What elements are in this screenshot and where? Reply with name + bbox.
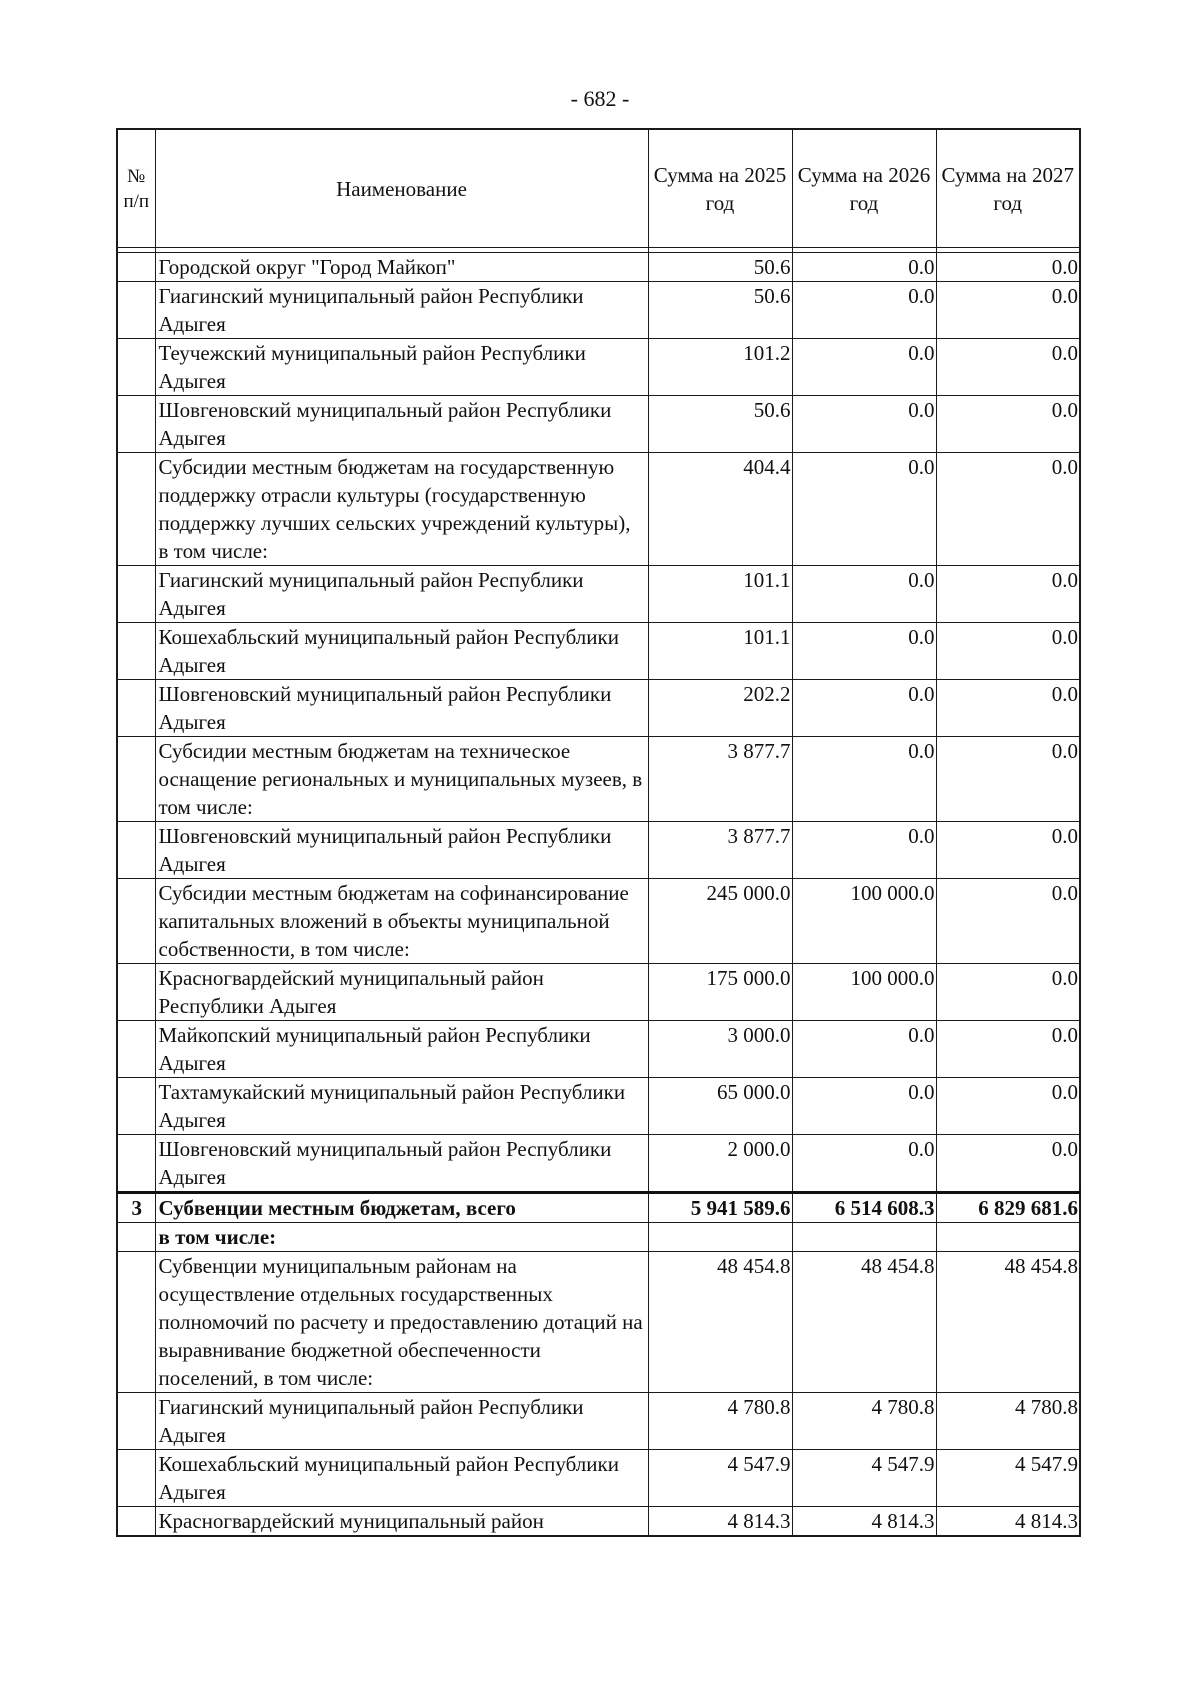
row-name: Кошехабльский муниципальный район Республики Адыгея [155, 623, 648, 680]
row-number [117, 1021, 155, 1078]
row-value-2026: 100 000.0 [792, 879, 936, 964]
row-value-2025: 202.2 [648, 680, 792, 737]
row-value-2025: 4 814.3 [648, 1507, 792, 1537]
row-value-2026: 4 814.3 [792, 1507, 936, 1537]
row-name: Красногвардейский муниципальный район [155, 1507, 648, 1537]
row-name: Красногвардейский муниципальный район Республики Адыгея [155, 964, 648, 1021]
row-value-2027: 4 780.8 [936, 1393, 1080, 1450]
row-value-2026: 0.0 [792, 1021, 936, 1078]
row-number [117, 623, 155, 680]
row-name: Теучежский муниципальный район Республики Адыгея [155, 339, 648, 396]
row-value-2025: 5 941 589.6 [648, 1193, 792, 1223]
table-row [117, 680, 1080, 737]
row-value-2027: 0.0 [936, 822, 1080, 879]
table-row [117, 1450, 1080, 1507]
row-value-2025: 404.4 [648, 453, 792, 566]
row-value-2025: 175 000.0 [648, 964, 792, 1021]
row-number [117, 737, 155, 822]
row-name: Кошехабльский муниципальный район Республики Адыгея [155, 1450, 648, 1507]
row-value-2025: 65 000.0 [648, 1078, 792, 1135]
row-name: Тахтамукайский муниципальный район Республики Адыгея [155, 1078, 648, 1135]
table-row [117, 1507, 1080, 1537]
row-number [117, 1252, 155, 1393]
row-value-2027: 48 454.8 [936, 1252, 1080, 1393]
table-row [117, 1193, 1080, 1223]
table-row [117, 879, 1080, 964]
row-value-2025: 3 000.0 [648, 1021, 792, 1078]
row-value-2025 [648, 1223, 792, 1252]
row-name: Гиагинский муниципальный район Республики Адыгея [155, 282, 648, 339]
row-value-2027: 6 829 681.6 [936, 1193, 1080, 1223]
row-value-2027 [936, 1223, 1080, 1252]
row-name: Шовгеновский муниципальный район Республики Адыгея [155, 1135, 648, 1193]
row-value-2027: 0.0 [936, 964, 1080, 1021]
row-value-2027: 4 814.3 [936, 1507, 1080, 1537]
row-value-2027: 0.0 [936, 1078, 1080, 1135]
table-row [117, 1393, 1080, 1450]
page-number: - 682 - [570, 86, 630, 111]
row-number [117, 282, 155, 339]
row-value-2026: 0.0 [792, 1135, 936, 1193]
table-row [117, 1078, 1080, 1135]
row-value-2026: 0.0 [792, 822, 936, 879]
row-value-2027: 0.0 [936, 680, 1080, 737]
row-number [117, 1135, 155, 1193]
row-name: Майкопский муниципальный район Республики Адыгея [155, 1021, 648, 1078]
row-name: Гиагинский муниципальный район Республики Адыгея [155, 566, 648, 623]
table-header-row [117, 129, 1080, 248]
header-2027: Сумма на 2027 год [936, 129, 1080, 248]
table-row [117, 282, 1080, 339]
row-value-2025: 48 454.8 [648, 1252, 792, 1393]
row-name: Гиагинский муниципальный район Республики Адыгея [155, 1393, 648, 1450]
row-value-2027: 0.0 [936, 453, 1080, 566]
table-row [117, 1252, 1080, 1393]
header-2026: Сумма на 2026 год [792, 129, 936, 248]
row-value-2025: 4 547.9 [648, 1450, 792, 1507]
row-value-2026: 48 454.8 [792, 1252, 936, 1393]
table-row [117, 737, 1080, 822]
row-value-2027: 0.0 [936, 396, 1080, 453]
header-2025: Сумма на 2025 год [648, 129, 792, 248]
row-value-2026: 0.0 [792, 453, 936, 566]
row-number [117, 1450, 155, 1507]
row-number [117, 453, 155, 566]
row-value-2025: 101.1 [648, 623, 792, 680]
row-number [117, 396, 155, 453]
row-number [117, 879, 155, 964]
row-value-2027: 0.0 [936, 623, 1080, 680]
row-value-2026: 0.0 [792, 1078, 936, 1135]
header-num: № п/п [117, 129, 155, 248]
row-number [117, 1078, 155, 1135]
table-row [117, 623, 1080, 680]
row-number [117, 1393, 155, 1450]
row-value-2027: 0.0 [936, 1135, 1080, 1193]
row-name: Городской округ "Город Майкоп" [155, 253, 648, 282]
row-value-2026: 0.0 [792, 339, 936, 396]
row-number [117, 253, 155, 282]
row-value-2027: 0.0 [936, 282, 1080, 339]
row-value-2026: 0.0 [792, 623, 936, 680]
row-value-2025: 101.1 [648, 566, 792, 623]
row-value-2027: 0.0 [936, 253, 1080, 282]
row-number [117, 1507, 155, 1537]
row-name: Шовгеновский муниципальный район Республики Адыгея [155, 680, 648, 737]
table-row [117, 822, 1080, 879]
row-number: 3 [117, 1193, 155, 1223]
row-number [117, 680, 155, 737]
row-number [117, 339, 155, 396]
table-row [117, 1021, 1080, 1078]
table-row [117, 1135, 1080, 1193]
row-value-2026: 0.0 [792, 282, 936, 339]
row-value-2027: 0.0 [936, 1021, 1080, 1078]
table-body [117, 248, 1080, 1537]
table-row [117, 964, 1080, 1021]
row-value-2025: 50.6 [648, 282, 792, 339]
row-name: Субсидии местным бюджетам на софинансирование капитальных вложений в объекты муниципальной собственности, в том числе: [155, 879, 648, 964]
row-value-2027: 0.0 [936, 566, 1080, 623]
table-row [117, 339, 1080, 396]
row-name: Субсидии местным бюджетам на государственную поддержку отрасли культуры (государственную поддержку лучших сельских учреждений культуры), в том числе: [155, 453, 648, 566]
row-name: Шовгеновский муниципальный район Республики Адыгея [155, 396, 648, 453]
row-value-2025: 50.6 [648, 396, 792, 453]
row-number [117, 1223, 155, 1252]
row-value-2025: 50.6 [648, 253, 792, 282]
table-row [117, 253, 1080, 282]
table-row [117, 566, 1080, 623]
row-value-2025: 245 000.0 [648, 879, 792, 964]
row-name: Субвенции муниципальным районам на осуществление отдельных государственных полномочий по расчету и предоставлению дотаций на выравнивание бюджетной обеспеченности поселений, в том числе: [155, 1252, 648, 1393]
table-row [117, 453, 1080, 566]
row-value-2026: 0.0 [792, 566, 936, 623]
row-number [117, 822, 155, 879]
row-value-2025: 4 780.8 [648, 1393, 792, 1450]
row-name: в том числе: [155, 1223, 648, 1252]
row-value-2026: 0.0 [792, 680, 936, 737]
table-row [117, 1223, 1080, 1252]
row-number [117, 566, 155, 623]
row-value-2026: 4 780.8 [792, 1393, 936, 1450]
row-value-2026: 0.0 [792, 396, 936, 453]
row-value-2026: 100 000.0 [792, 964, 936, 1021]
row-value-2025: 3 877.7 [648, 737, 792, 822]
header-name: Наименование [155, 129, 648, 248]
row-value-2025: 101.2 [648, 339, 792, 396]
row-value-2026 [792, 1223, 936, 1252]
row-value-2026: 4 547.9 [792, 1450, 936, 1507]
row-name: Субсидии местным бюджетам на техническое оснащение региональных и муниципальных музеев, в том числе: [155, 737, 648, 822]
row-value-2027: 0.0 [936, 339, 1080, 396]
row-value-2025: 3 877.7 [648, 822, 792, 879]
row-value-2025: 2 000.0 [648, 1135, 792, 1193]
row-name: Субвенции местным бюджетам, всего [155, 1193, 648, 1223]
row-number [117, 964, 155, 1021]
table-row [117, 396, 1080, 453]
row-value-2027: 4 547.9 [936, 1450, 1080, 1507]
row-value-2026: 0.0 [792, 737, 936, 822]
row-value-2026: 0.0 [792, 253, 936, 282]
row-value-2027: 0.0 [936, 879, 1080, 964]
row-name: Шовгеновский муниципальный район Республики Адыгея [155, 822, 648, 879]
budget-table [116, 128, 1081, 1537]
row-value-2027: 0.0 [936, 737, 1080, 822]
row-value-2026: 6 514 608.3 [792, 1193, 936, 1223]
